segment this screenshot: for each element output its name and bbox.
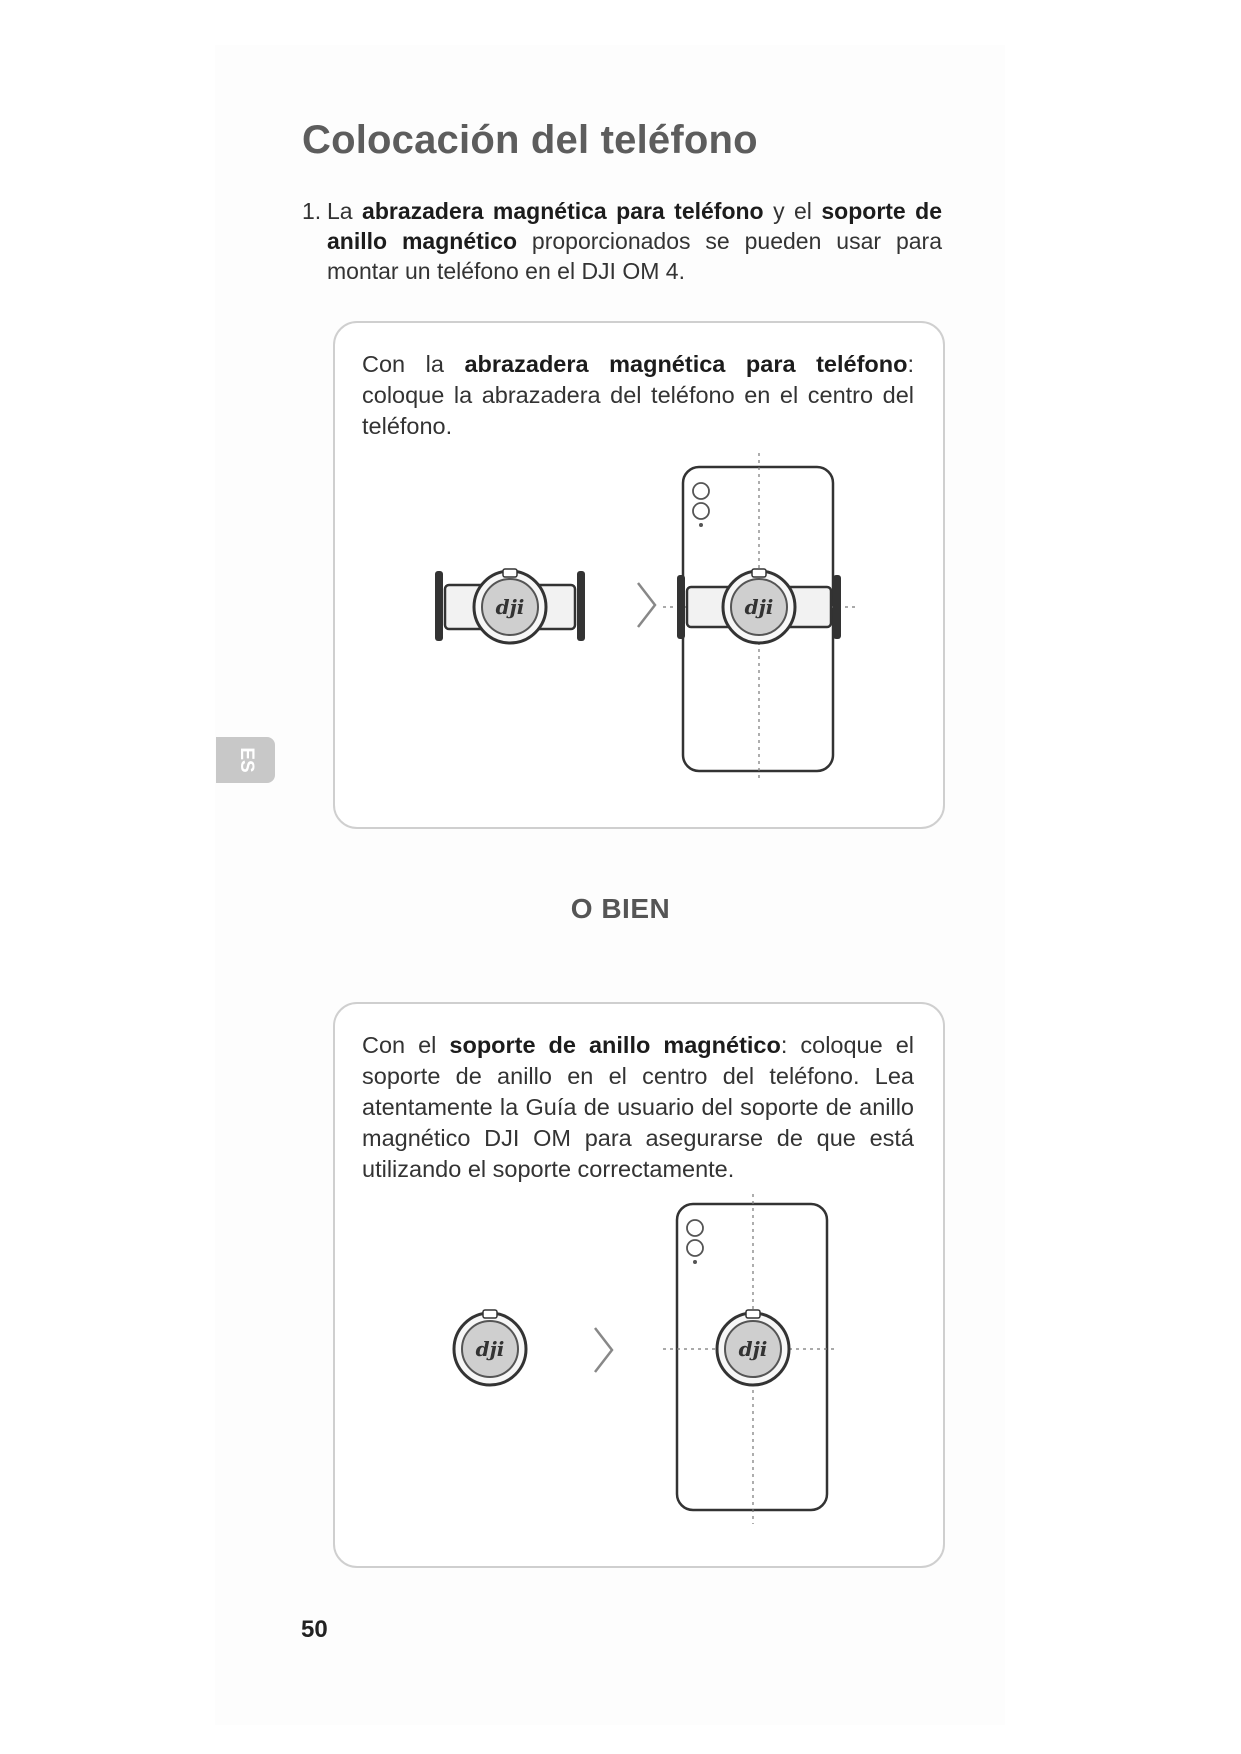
card-text-part: Con el — [362, 1032, 450, 1058]
clamp-illustration — [395, 453, 875, 778]
step-number: 1. — [302, 198, 322, 224]
step-text-part: y el — [763, 198, 822, 224]
step-bold-clamp: abrazadera magnética para teléfono — [362, 198, 764, 224]
language-tab-label: ES — [236, 747, 257, 773]
step-text-part: proporcionados se pueden usar para montar un teléfono en el DJI OM 4. — [327, 228, 942, 284]
magnetic-phone-clamp-icon — [435, 569, 585, 643]
step-bold-ring: soporte de anillo magnético — [327, 198, 943, 254]
language-tab — [216, 737, 275, 783]
magnetic-ring-holder-icon — [454, 1310, 526, 1385]
dji-logo: dji — [475, 1337, 505, 1361]
card-text-part: Con la — [362, 351, 465, 377]
step-text — [302, 196, 942, 286]
card-bold-ring: soporte de anillo magnético — [449, 1032, 781, 1058]
arrow-right-icon — [595, 1328, 612, 1372]
dji-logo: dji — [744, 595, 774, 619]
step-text-part: La — [327, 198, 363, 224]
magnetic-ring-holder-icon — [717, 1310, 789, 1385]
clamp-instruction-card — [333, 321, 945, 829]
ring-illustration — [415, 1194, 875, 1524]
dji-logo: dji — [738, 1337, 768, 1361]
step-1 — [302, 196, 942, 286]
card-bold-clamp: abrazadera magnética para teléfono — [464, 351, 908, 377]
ring-instruction-text — [362, 1030, 914, 1185]
page-number: 50 — [301, 1616, 328, 1643]
clamp-instruction-text — [362, 349, 914, 442]
arrow-right-icon — [638, 583, 655, 627]
ring-instruction-card — [333, 1002, 945, 1568]
or-separator: O BIEN — [570, 893, 671, 924]
dji-logo: dji — [495, 595, 525, 619]
card-text-part: : coloque el soporte de anillo en el centro del teléfono. Lea atentamente la Guía de usuario del soporte de anillo magnético DJI OM para asegurarse de que está utilizando el soporte correctamente. — [362, 1032, 914, 1182]
card-text-part: : coloque la abrazadera del teléfono en el centro del teléfono. — [362, 351, 914, 439]
page-title: Colocación del teléfono — [302, 118, 758, 162]
